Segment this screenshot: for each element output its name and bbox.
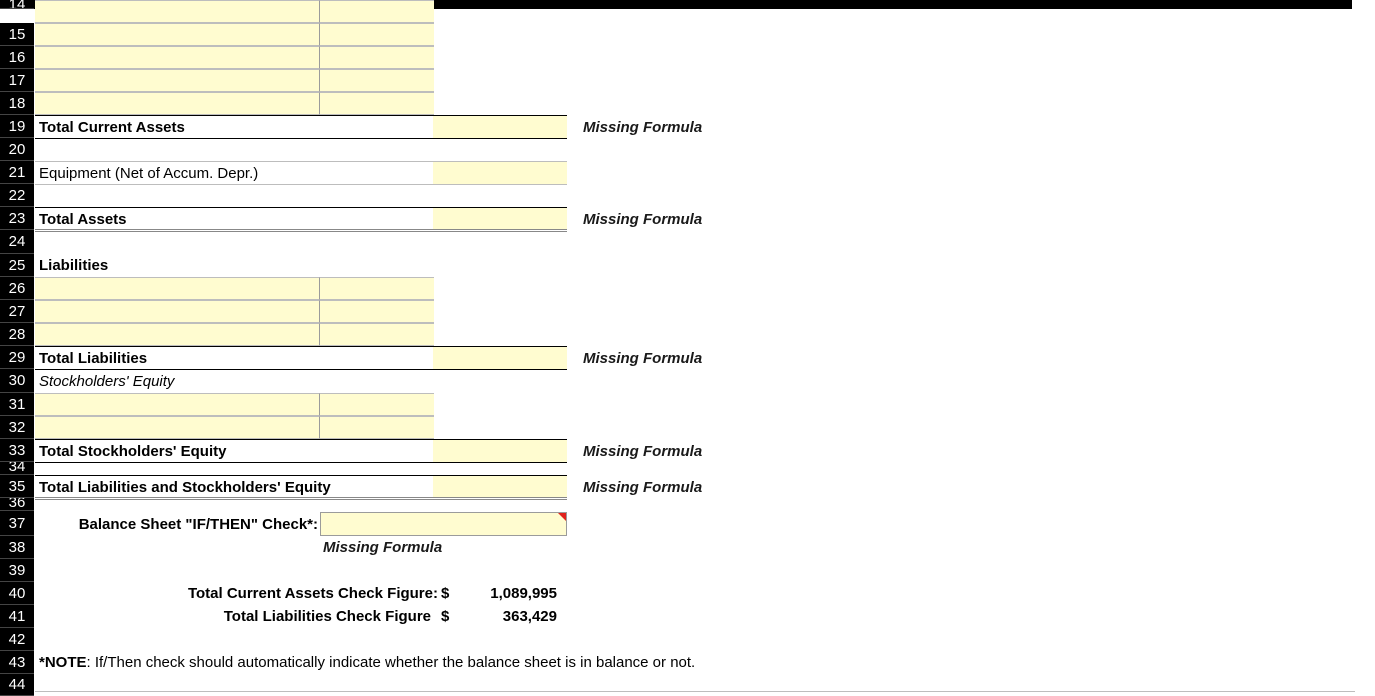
equipment-input[interactable] — [433, 162, 567, 184]
input-cell-b32[interactable] — [320, 416, 434, 439]
total-stockholders-equity-label: Total Stockholders' Equity — [39, 442, 227, 460]
input-cell-a32[interactable] — [35, 416, 320, 439]
input-cell-a18[interactable] — [35, 92, 320, 115]
row-header[interactable]: 26 — [0, 277, 34, 300]
total-assets-label: Total Assets — [39, 210, 127, 228]
row-header[interactable]: 24 — [0, 230, 34, 254]
note-body: : If/Then check should automatically indicate whether the balance sheet is in balance or not. — [86, 654, 696, 671]
input-cell-b27[interactable] — [320, 300, 434, 323]
row-header[interactable]: 17 — [0, 69, 34, 92]
missing-formula-note: Missing Formula — [583, 478, 703, 496]
input-cell-a31[interactable] — [35, 393, 320, 416]
row-header[interactable]: 38 — [0, 536, 34, 559]
total-liabilities-equity-label: Total Liabilities and Stockholders' Equity — [39, 478, 331, 496]
row-header[interactable]: 44 — [0, 674, 34, 696]
row-header[interactable]: 29 — [0, 346, 34, 369]
input-cell-a26[interactable] — [35, 277, 320, 300]
balance-check-label: Balance Sheet "IF/THEN" Check*: — [78, 516, 318, 533]
input-cell-b16[interactable] — [320, 46, 434, 69]
input-cell-b14[interactable] — [320, 0, 434, 23]
row-header[interactable]: 21 — [0, 161, 34, 184]
row-header[interactable]: 20 — [0, 138, 34, 161]
input-cell-b15[interactable] — [320, 23, 434, 46]
row-header[interactable]: 23 — [0, 207, 34, 230]
input-cell-b31[interactable] — [320, 393, 434, 416]
row-header[interactable]: 25 — [0, 254, 34, 277]
row-header[interactable]: 36 — [0, 498, 34, 511]
input-cell-a14[interactable] — [35, 0, 320, 23]
tca-currency-symbol: $ — [441, 585, 450, 602]
total-current-assets-label: Total Current Assets — [39, 118, 185, 136]
row-header[interactable]: 28 — [0, 323, 34, 346]
row-header[interactable]: 32 — [0, 416, 34, 439]
note-label: *NOTE — [39, 654, 87, 671]
tl-check-figure-label: Total Liabilities Check Figure — [223, 608, 431, 625]
total-current-assets-input[interactable] — [433, 116, 567, 138]
tca-check-figure-value: 1,089,995 — [490, 585, 557, 602]
total-liabilities-label: Total Liabilities — [39, 349, 148, 367]
row-header[interactable]: 41 — [0, 605, 34, 628]
total-assets-input[interactable] — [433, 208, 567, 230]
total-liabilities-equity-input[interactable] — [433, 476, 567, 498]
tl-check-figure-value: 363,429 — [502, 608, 557, 625]
tca-check-figure-label: Total Current Assets Check Figure: — [187, 585, 438, 602]
row-header[interactable]: 35 — [0, 475, 34, 498]
note-text — [35, 651, 935, 674]
row-header[interactable]: 40 — [0, 582, 34, 605]
row-header[interactable]: 37 — [0, 511, 34, 536]
total-liabilities-input[interactable] — [433, 347, 567, 369]
row-header[interactable]: 22 — [0, 184, 34, 207]
stockholders-equity-heading: Stockholders' Equity — [39, 373, 175, 390]
input-cell-a28[interactable] — [35, 323, 320, 346]
balance-check-input[interactable] — [320, 512, 567, 536]
row-header[interactable]: 34 — [0, 462, 34, 475]
row-header[interactable]: 31 — [0, 393, 34, 416]
row-header[interactable]: 15 — [0, 23, 34, 46]
comment-indicator-icon[interactable] — [558, 513, 566, 521]
total-stockholders-equity-input[interactable] — [433, 440, 567, 462]
row-header[interactable]: 43 — [0, 651, 34, 674]
row-header[interactable]: 18 — [0, 92, 34, 115]
row-header[interactable]: 19 — [0, 115, 34, 138]
row-header[interactable]: 30 — [0, 369, 34, 393]
input-cell-b26[interactable] — [320, 277, 434, 300]
missing-formula-note: Missing Formula — [583, 118, 703, 136]
missing-formula-note: Missing Formula — [583, 349, 703, 367]
input-cell-b18[interactable] — [320, 92, 434, 115]
row-header[interactable]: 39 — [0, 559, 34, 582]
input-cell-a17[interactable] — [35, 69, 320, 92]
row-header[interactable]: 42 — [0, 628, 34, 651]
missing-formula-note: Missing Formula — [583, 442, 703, 460]
missing-formula-note: Missing Formula — [323, 539, 443, 556]
input-cell-a16[interactable] — [35, 46, 320, 69]
input-cell-b17[interactable] — [320, 69, 434, 92]
tl-currency-symbol: $ — [441, 608, 450, 625]
input-cell-b28[interactable] — [320, 323, 434, 346]
row-header[interactable]: 27 — [0, 300, 34, 323]
missing-formula-note: Missing Formula — [583, 210, 703, 228]
row-header[interactable]: 16 — [0, 46, 34, 69]
input-cell-a15[interactable] — [35, 23, 320, 46]
row-header[interactable]: 14 — [0, 0, 34, 9]
liabilities-heading: Liabilities — [39, 257, 109, 274]
equipment-label: Equipment (Net of Accum. Depr.) — [39, 164, 259, 182]
input-cell-a27[interactable] — [35, 300, 320, 323]
row-header[interactable]: 33 — [0, 439, 34, 462]
